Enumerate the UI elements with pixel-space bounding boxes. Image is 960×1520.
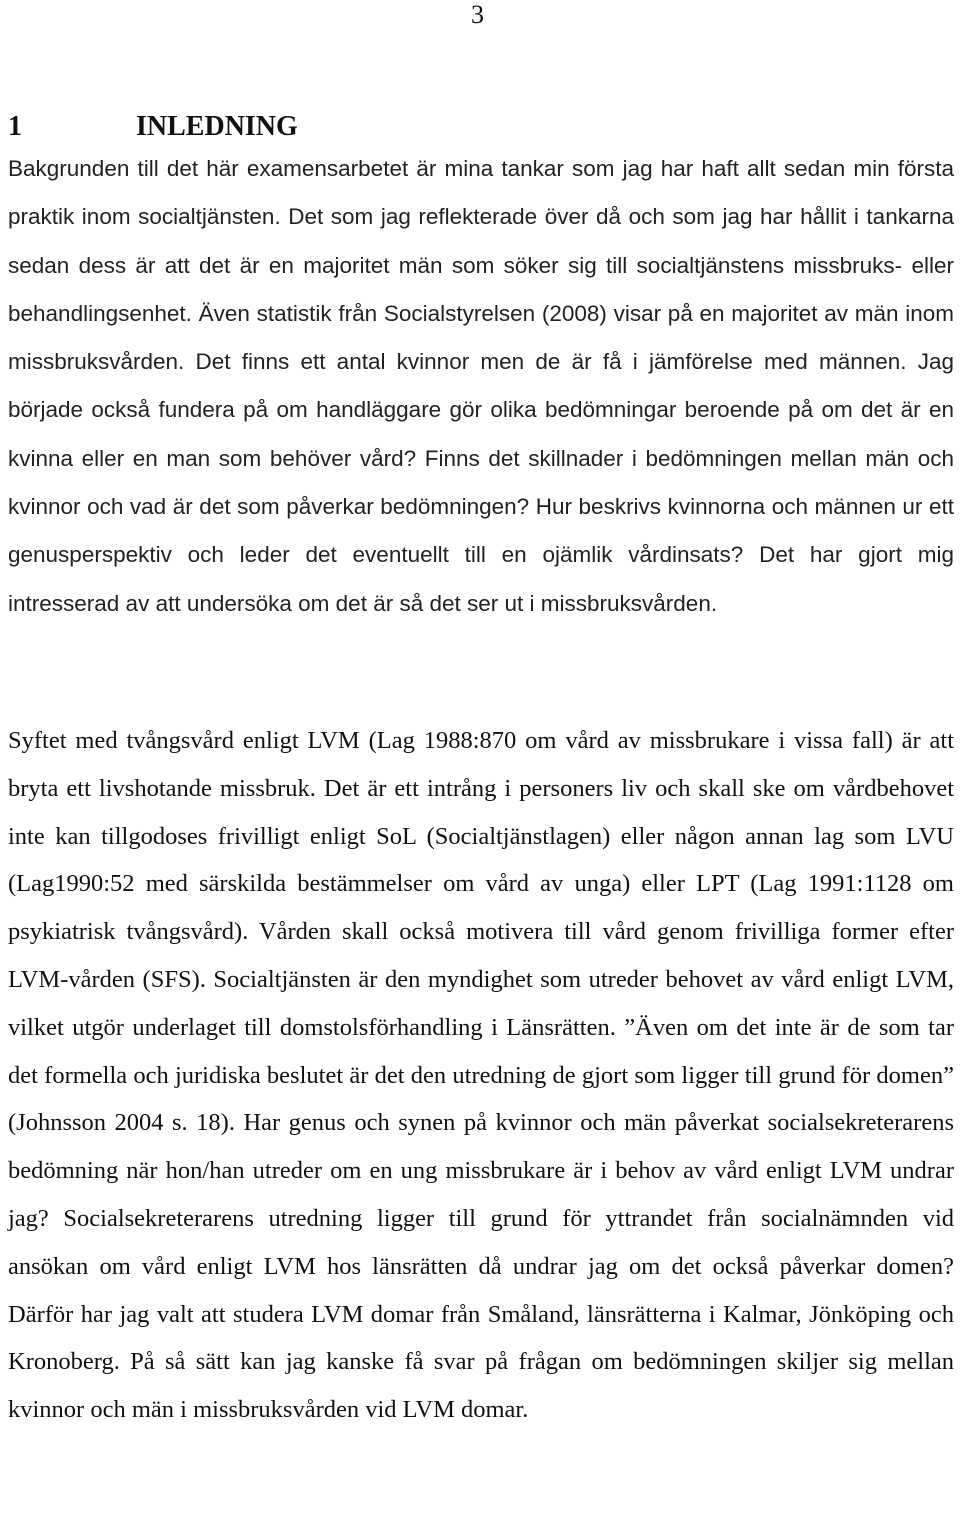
paragraph-background: Bakgrunden till det här examensarbetet är mina tankar som jag har haft allt sedan min första praktik inom socialtjänsten. Det som jag reflekterade över då och som jag har hållit i tankarna sedan dess är att det är en majoritet män som söker sig till socialtjänstens missbruks- eller behandlingsenhet. Även statistik från Socialstyrelsen (2008) visar på en majoritet av män inom missbruksvården. Det finns ett antal kvinnor men de är få i jämförelse med männen. Jag började också fundera på om handläggare gör olika bedömningar beroende på om det är en kvinna eller en man som behöver vård? Finns det skillnader i bedömningen mellan män och kvinnor och vad är det som påverkar bedömningen? Hur beskrivs kvinnorna och männen ur ett genusperspektiv och leder det eventuellt till en ojämlik vårdinsats? Det har gjort mig intresserad av att undersöka om det är så det ser ut i missbruksvården. [8,156,954,616]
paragraph-purpose: Syftet med tvångsvård enligt LVM (Lag 1988:870 om vård av missbrukare i vissa fall) är att bryta ett livshotande missbruk. Det är ett intrång i personers liv och skall ske om vårdbehovet inte kan tillgodoses frivilligt enligt SoL (Socialtjänstlagen) eller någon annan lag som LVU (Lag1990:52 med särskilda bestämmelser om vård av unga) eller LPT (Lag 1991:1128 om psykiatrisk tvångsvård). Vården skall också motivera till vård genom frivilliga former efter LVM-vården (SFS). Socialtjänsten är den myndighet som utreder behovet av vård enligt LVM, vilket utgör underlaget till domstolsförhandling i Länsrätten. ”Även om det inte är de som tar det formella och juridiska beslutet är det den utredning de gjort som ligger till grund för domen” (Johnsson 2004 s. 18). Har genus och synen på kvinnor och män påverkat socialsekreterarens bedömning när hon/han utreder om en ung missbrukare är i behov av vård enligt LVM undrar jag? Socialsekreterarens utredning ligger till grund för yttrandet från socialnämnden vid ansökan om vård enligt LVM hos länsrätten då undrar jag om det också påverkar domen? Därför har jag valt att studera LVM domar från Småland, länsrätterna i Kalmar, Jönköping och Kronoberg. På så sätt kan jag kanske få svar på frågan om bedömningen skiljer sig mellan kvinnor och män i missbruksvården vid LVM domar. [8,727,954,1424]
section-number: 1 [8,111,22,142]
section-title: INLEDNING [136,111,298,142]
section-heading [8,110,298,144]
page-number: 3 [471,0,484,29]
